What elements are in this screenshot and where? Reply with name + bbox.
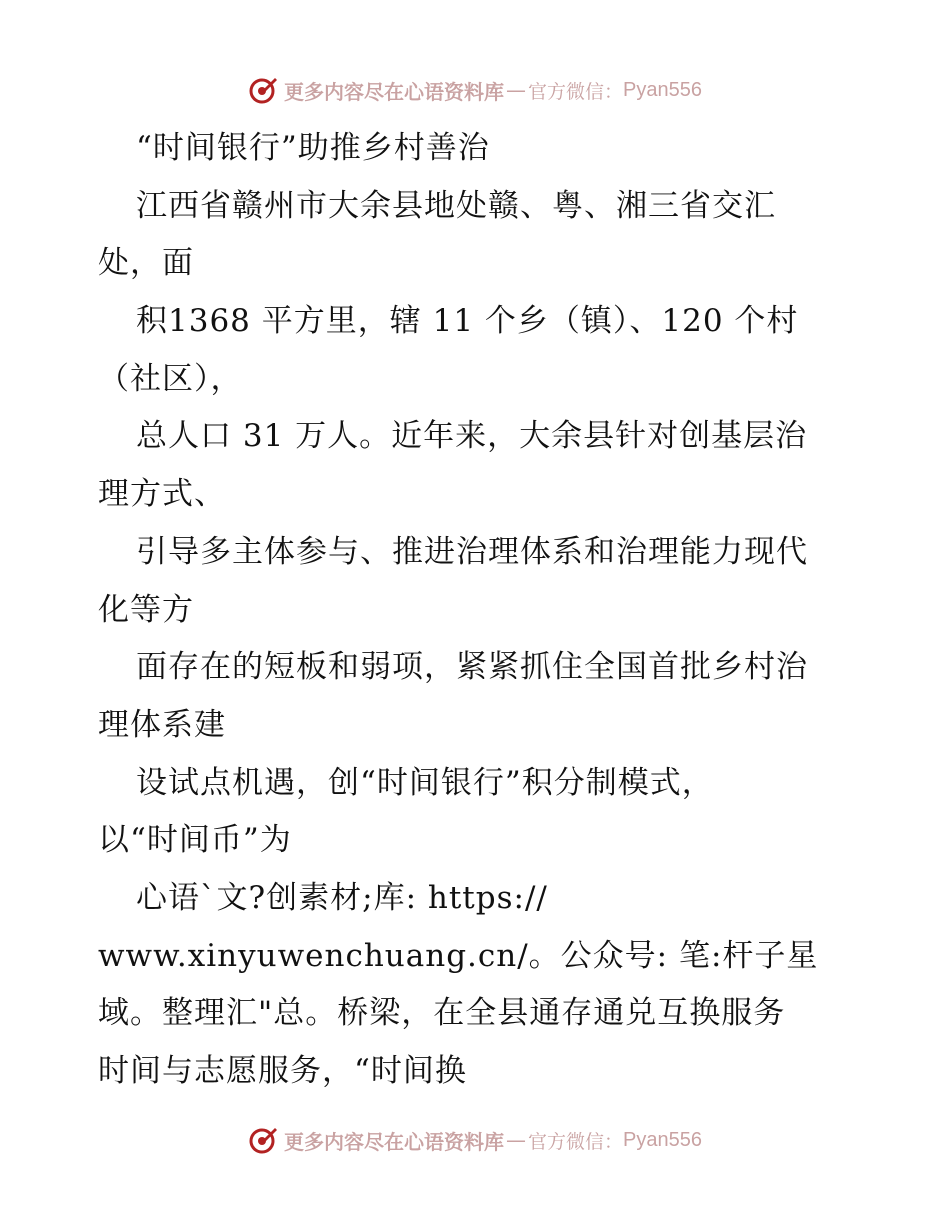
header-watermark-separator: — — [506, 78, 526, 102]
footer-watermark-separator: — — [506, 1128, 526, 1152]
header-watermark-text: 更多内容尽在心语资料库 — [284, 79, 504, 104]
pen-logo-icon — [248, 1125, 278, 1155]
paragraph-line: 域。整理汇"总。桥梁，在全县通存通兑互换服务 — [98, 995, 786, 1032]
paragraph-line: 引导多主体参与、推进治理体系和治理能力现代 — [136, 533, 808, 570]
paragraph-line: 面存在的短板和弱项，紧紧抓住全国首批乡村治 — [136, 649, 808, 686]
paragraph-line: 设试点机遇，创“时间银行”积分制模式， — [136, 764, 714, 801]
paragraph-line: （社区）， — [98, 360, 243, 397]
document-title: “时间银行”助推乡村善治 — [136, 130, 490, 166]
footer-watermark-banner — [0, 1120, 950, 1160]
paragraph-line: 理体系建 — [98, 706, 226, 743]
paragraph-line: 处，面 — [98, 245, 194, 282]
document-body — [98, 120, 868, 1101]
paragraph-line: 以“时间币”为 — [98, 822, 292, 859]
paragraph-line: 化等方 — [98, 591, 194, 628]
footer-wechat-label: 官方微信： — [528, 1130, 624, 1153]
paragraph-line: 江西省赣州市大余县地处赣、粤、湘三省交汇 — [136, 187, 776, 224]
paragraph-line: 心语`文?创素材;库: https:// — [136, 879, 548, 916]
paragraph-line: 时间与志愿服务，“时间换 — [98, 1053, 467, 1089]
paragraph-line: 理方式、 — [98, 476, 226, 513]
footer-wechat-id: Pyan556 — [623, 1128, 702, 1151]
footer-watermark-text: 更多内容尽在心语资料库 — [284, 1129, 504, 1154]
paragraph-line: 积1368 平方里，辖 11 个乡（镇）、120 个村 — [136, 303, 799, 340]
header-wechat-label: 官方微信： — [528, 80, 624, 103]
paragraph-line: www.xinyuwenchuang.cn/。公众号: 笔:杆子星 — [98, 937, 819, 974]
header-watermark-banner — [0, 70, 950, 110]
pen-logo-icon — [248, 75, 278, 105]
paragraph-line: 总人口 31 万人。近年来，大余县针对创基层治 — [136, 418, 808, 455]
header-wechat-id: Pyan556 — [623, 78, 702, 101]
